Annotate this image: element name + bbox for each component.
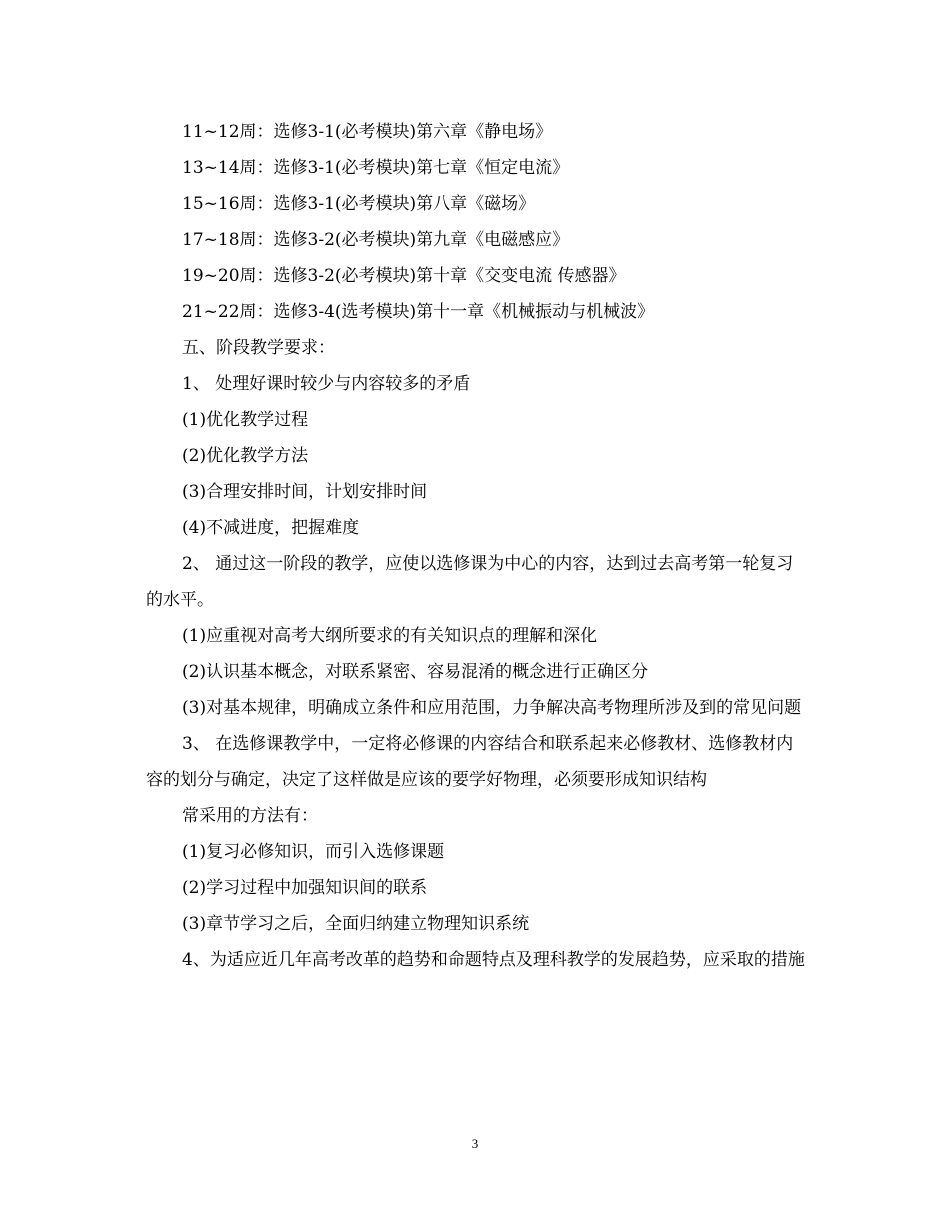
paragraph-method-1: (1)复习必修知识，而引入选修课题 [182, 842, 445, 862]
paragraph-week-11-12: 11~12周：选修3-1(必考模块)第六章《静电场》 [182, 122, 553, 142]
paragraph-item-1-3: (3)合理安排时间，计划安排时间 [182, 482, 428, 502]
paragraph-week-15-16: 15~16周：选修3-1(必考模块)第八章《磁场》 [182, 194, 536, 214]
section-heading-five: 五、阶段教学要求： [182, 338, 335, 358]
paragraph-week-13-14: 13~14周：选修3-1(必考模块)第七章《恒定电流》 [182, 158, 570, 178]
page-number: 3 [471, 1136, 479, 1151]
paragraph-method-2: (2)学习过程中加强知识间的联系 [182, 878, 428, 898]
paragraph-item-2-2: (2)认识基本概念，对联系紧密、容易混淆的概念进行正确区分 [182, 662, 649, 682]
paragraph-item-4: 4、为适应近几年高考改革的趋势和命题特点及理科教学的发展趋势，应采取的措施 [182, 950, 805, 970]
document-body [146, 114, 806, 978]
paragraph-item-2: 2、 通过这一阶段的教学，应使以选修课为中心的内容，达到过去高考第一轮复习的水平。 [146, 554, 794, 610]
paragraph-week-17-18: 17~18周：选修3-2(必考模块)第九章《电磁感应》 [182, 230, 570, 250]
paragraph-methods-heading: 常采用的方法有： [182, 806, 318, 826]
paragraph-item-3: 3、 在选修课教学中，一定将必修课的内容结合和联系起来必修教材、选修教材内容的划分与确定，决定了这样做是应该的要学好物理，必须要形成知识结构 [146, 734, 794, 790]
paragraph-item-1-1: (1)优化教学过程 [182, 410, 309, 430]
paragraph-item-1: 1、 处理好课时较少与内容较多的矛盾 [182, 374, 471, 394]
paragraph-item-2-1: (1)应重视对高考大纲所要求的有关知识点的理解和深化 [182, 626, 598, 646]
paragraph-item-1-2: (2)优化教学方法 [182, 446, 309, 466]
paragraph-week-21-22: 21~22周：选修3-4(选考模块)第十一章《机械振动与机械波》 [182, 302, 655, 322]
paragraph-method-3: (3)章节学习之后，全面归纳建立物理知识系统 [182, 914, 530, 934]
paragraph-item-1-4: (4)不减进度，把握难度 [182, 518, 360, 538]
paragraph-item-2-3: (3)对基本规律，明确成立条件和应用范围，力争解决高考物理所涉及到的常见问题 [182, 698, 802, 718]
paragraph-week-19-20: 19~20周：选修3-2(必考模块)第十章《交变电流 传感器》 [182, 266, 626, 286]
